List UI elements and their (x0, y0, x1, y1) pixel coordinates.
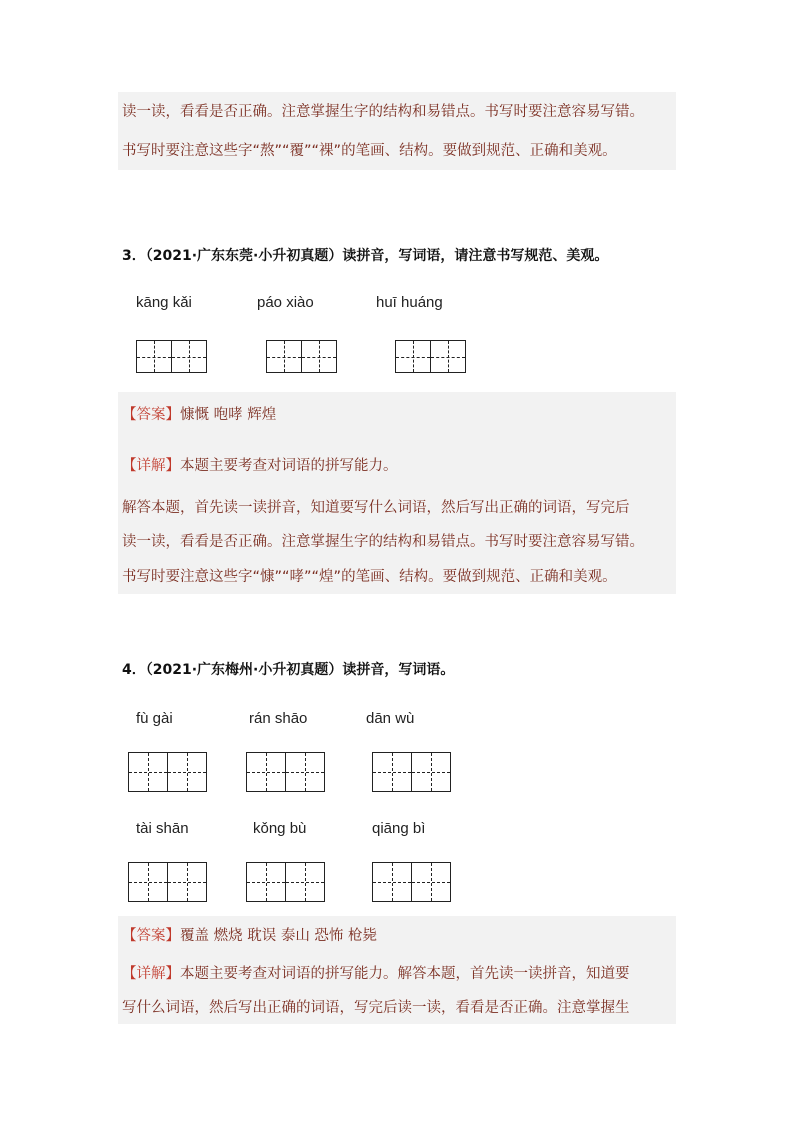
q3-para-2: 读一读，看看是否正确。注意掌握生字的结构和易错点。书写时要注意容易写错。 (122, 534, 644, 550)
q3-pinyin-3: huī huáng (376, 294, 443, 311)
q3-pinyin-2: páo xiào (257, 294, 314, 311)
q3-answer (122, 403, 276, 424)
top-line-2: 书写时要注意这些字“熬”“覆”“裸”的笔画、结构。要做到规范、正确和美观。 (122, 143, 617, 159)
q4-pinyin-4: tài shān (136, 820, 189, 837)
q4-writing-grid-4[interactable] (128, 862, 207, 902)
q3-detail (122, 454, 398, 475)
q4-detail (122, 962, 630, 983)
q3-title: 3．（2021·广东东莞·小升初真题）读拼音，写词语，请注意书写规范、美观。 (122, 248, 609, 264)
q4-pinyin-2: rán shāo (249, 710, 308, 727)
q3-detail-tag: 【详解】 (122, 458, 180, 474)
q4-answer-text: 覆盖 燃烧 耽误 泰山 恐怖 枪毙 (180, 928, 378, 944)
q4-writing-grid-5[interactable] (246, 862, 325, 902)
q4-pinyin-1: fù gài (136, 710, 173, 727)
q3-pinyin-1: kāng kǎi (136, 294, 192, 311)
q4-answer (122, 924, 377, 945)
q3-para-1: 解答本题，首先读一读拼音，知道要写什么词语，然后写出正确的词语，写完后 (122, 500, 630, 516)
q3-para-3: 书写时要注意这些字“慷”“哮”“煌”的笔画、结构。要做到规范、正确和美观。 (122, 569, 617, 585)
top-line-1: 读一读，看看是否正确。注意掌握生字的结构和易错点。书写时要注意容易写错。 (122, 104, 644, 120)
q4-writing-grid-1[interactable] (128, 752, 207, 792)
q4-writing-grid-2[interactable] (246, 752, 325, 792)
q4-title: 4．（2021·广东梅州·小升初真题）读拼音，写词语。 (122, 662, 455, 678)
q4-pinyin-5: kǒng bù (253, 820, 307, 837)
q4-writing-grid-6[interactable] (372, 862, 451, 902)
q4-detail-tag: 【详解】 (122, 966, 180, 982)
q3-detail-text: 本题主要考查对词语的拼写能力。 (180, 458, 398, 474)
q4-pinyin-6: qiāng bì (372, 820, 426, 837)
q3-answer-tag: 【答案】 (122, 407, 180, 423)
q4-para-2: 写什么词语，然后写出正确的词语，写完后读一读，看看是否正确。注意掌握生 (122, 1000, 630, 1016)
q4-pinyin-3: dān wù (366, 710, 415, 727)
q3-writing-grid-3[interactable] (395, 340, 466, 373)
q3-writing-grid-1[interactable] (136, 340, 207, 373)
q4-writing-grid-3[interactable] (372, 752, 451, 792)
q4-answer-tag: 【答案】 (122, 928, 180, 944)
q3-writing-grid-2[interactable] (266, 340, 337, 373)
q3-answer-text: 慷慨 咆哮 辉煌 (180, 407, 277, 423)
q4-detail-text: 本题主要考查对词语的拼写能力。解答本题，首先读一读拼音，知道要 (180, 966, 630, 982)
